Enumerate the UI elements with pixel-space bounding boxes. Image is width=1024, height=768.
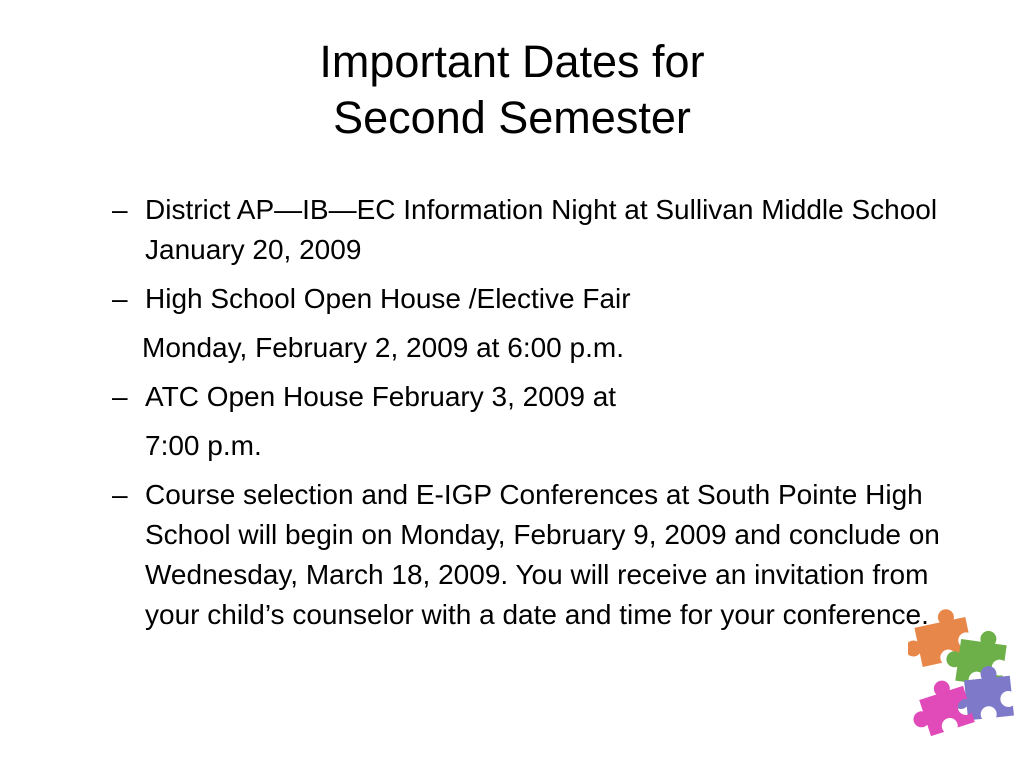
bullet-item bbox=[112, 475, 972, 635]
title-line-2: Second Semester bbox=[333, 92, 691, 143]
bullet-item bbox=[112, 377, 972, 417]
puzzle-pieces-icon bbox=[908, 600, 1020, 740]
bullet-text: ATC Open House February 3, 2009 at bbox=[145, 381, 617, 412]
bullet-item bbox=[112, 279, 972, 319]
bullet-text: High School Open House /Elective Fair bbox=[145, 283, 631, 314]
slide-title bbox=[0, 34, 1024, 146]
bullet-continuation: Monday, February 2, 2009 at 6:00 p.m. bbox=[142, 332, 624, 363]
bullet-list bbox=[112, 190, 972, 644]
bullet-continuation: 7:00 p.m. bbox=[145, 430, 262, 461]
dash-bullet-marker: – bbox=[112, 283, 128, 314]
bullet-text: Course selection and E-IGP Conferences at South Pointe High School will begin on Monday, February 9, 2009 and conclude on Wednesday, March 18, 2009. You will receive an invitation from your child’s counselor with a date and time for your conference. bbox=[145, 479, 940, 630]
bullet-item bbox=[112, 190, 972, 270]
title-line-1: Important Dates for bbox=[319, 36, 705, 87]
dash-bullet-marker: – bbox=[112, 194, 128, 225]
dash-bullet-marker: – bbox=[112, 479, 128, 510]
bullet-text: District AP—IB—EC Information Night at Sullivan Middle School January 20, 2009 bbox=[145, 194, 938, 265]
dash-bullet-marker: – bbox=[112, 381, 128, 412]
